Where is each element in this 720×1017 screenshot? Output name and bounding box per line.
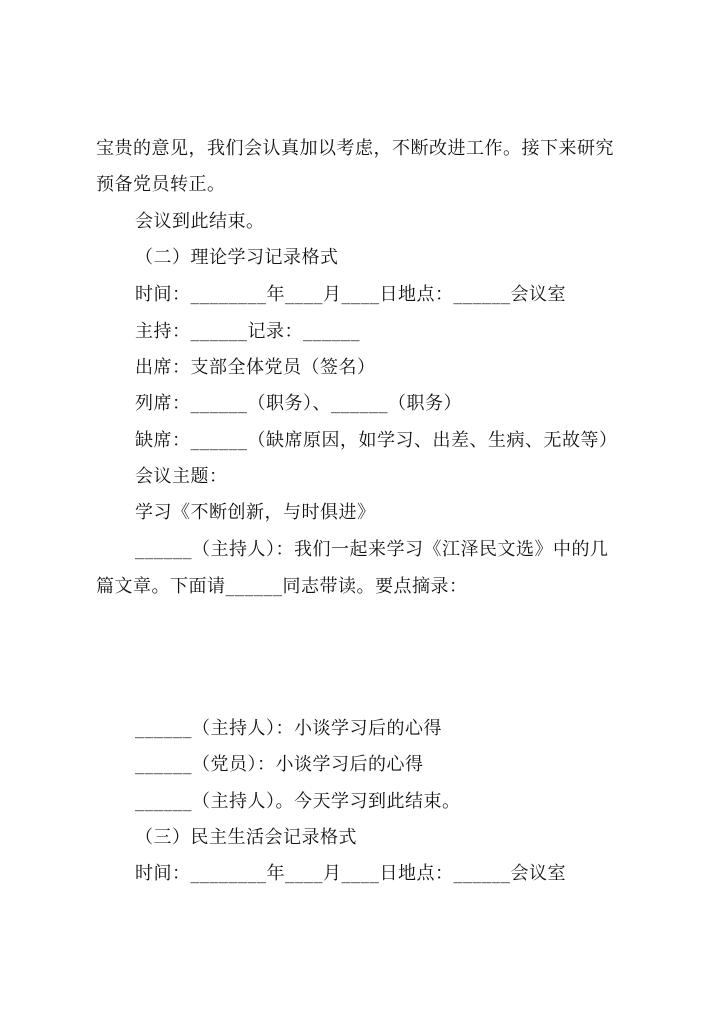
host-intro-continued-line: 篇文章。下面请______同志带读。要点摘录：: [96, 576, 468, 597]
time-place-line: 时间：________年____月____日地点：______会议室: [135, 284, 566, 305]
time-place-line-2: 时间：________年____月____日地点：______会议室: [135, 863, 566, 884]
section-heading-theory-study: （二）理论学习记录格式: [135, 247, 339, 268]
absent-line: 缺席：______（缺席原因，如学习、出差、生病、无故等）: [135, 430, 618, 451]
host-closing-line: ______（主持人）。今天学习到此结束。: [135, 791, 461, 812]
host-intro-line: ______（主持人）：我们一起来学习《江泽民文选》中的几: [135, 539, 609, 560]
host-reflection-line: ______（主持人）：小谈学习后的心得: [135, 718, 442, 739]
meeting-theme-label: 会议主题：: [135, 466, 228, 487]
host-recorder-line: 主持：______记录：______: [135, 321, 360, 342]
attendance-line: 出席：支部全体党员（签名）: [135, 357, 376, 378]
paragraph-line-1: 宝贵的意见，我们会认真加以考虑，不断改进工作。接下来研究: [96, 138, 614, 159]
member-reflection-line: ______（党员）：小谈学习后的心得: [135, 754, 424, 775]
paragraph-line-2: 预备党员转正。: [96, 174, 226, 195]
meeting-end-line: 会议到此结束。: [135, 211, 265, 232]
study-topic-line: 学习《不断创新，与时俱进》: [135, 502, 376, 523]
section-heading-democratic-life: （三）民主生活会记录格式: [135, 827, 357, 848]
observers-line: 列席：______（职务）、______（职务）: [135, 393, 462, 414]
